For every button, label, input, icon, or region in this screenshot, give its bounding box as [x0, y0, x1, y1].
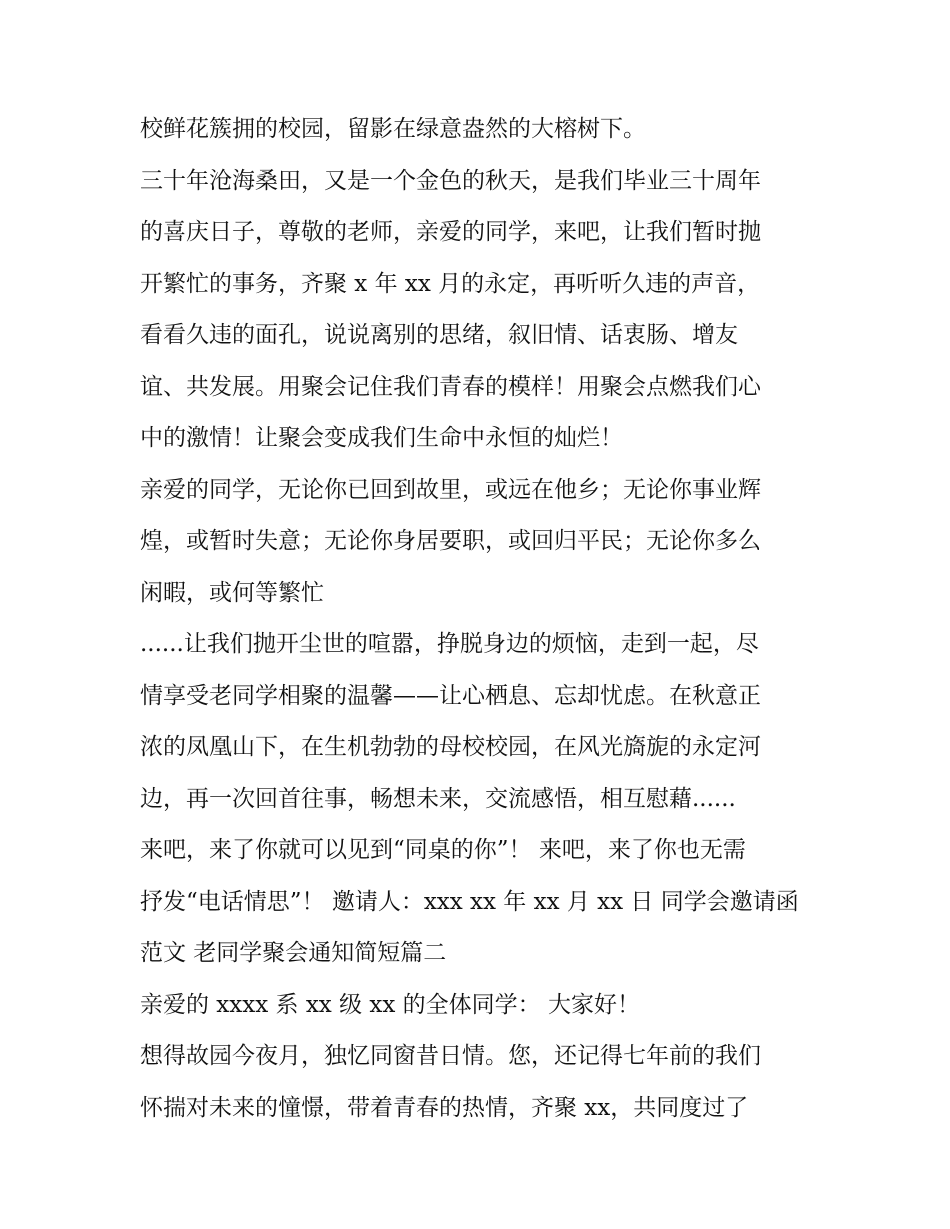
body-text	[140, 104, 830, 1134]
text-line: 看看久违的面孔，说说离别的思绪，叙旧情、话衷肠、增友	[140, 322, 738, 348]
text-line: 想得故园今夜月，独忆同窗昔日情。您，还记得七年前的我们	[140, 1043, 761, 1069]
text-line: 范文 老同学聚会通知简短篇二	[140, 940, 447, 966]
text-line: 浓的凤凰山下，在生机勃勃的母校校园，在风光旖旎的永定河	[140, 734, 761, 760]
text-line: ......让我们抛开尘世的喧嚣，挣脱身边的烦恼，走到一起，尽	[140, 631, 759, 657]
text-line: 来吧，来了你就可以见到“同桌的你”！ 来吧，来了你也无需	[140, 837, 746, 863]
text-line: 煌，或暂时失意；无论你身居要职，或回归平民；无论你多么	[140, 528, 761, 554]
text-line: 中的激情！让聚会变成我们生命中永恒的灿烂！	[140, 425, 623, 451]
text-line: 边，再一次回首往事，畅想未来，交流感悟，相互慰藉......	[140, 785, 736, 812]
text-line: 的喜庆日子，尊敬的老师，亲爱的同学，来吧，让我们暂时抛	[140, 219, 761, 245]
text-line: 三十年沧海桑田，又是一个金色的秋天，是我们毕业三十周年	[140, 167, 761, 194]
text-line: 亲爱的 xxxx 系 xx 级 xx 的全体同学： 大家好！	[140, 991, 640, 1018]
text-line: 闲暇，或何等繁忙	[140, 579, 324, 606]
text-line: 亲爱的同学，无论你已回到故里，或远在他乡；无论你事业辉	[140, 476, 761, 503]
text-line: 谊、共发展。用聚会记住我们青春的模样！用聚会点燃我们心	[140, 373, 761, 400]
text-line: 开繁忙的事务，齐聚 x 年 xx 月的永定，再听听久违的声音，	[140, 270, 761, 297]
text-line: 情享受老同学相聚的温馨——让心栖息、忘却忧虑。在秋意正	[140, 682, 761, 709]
text-line: 怀揣对未来的憧憬，带着青春的热情，齐聚 xx，共同度过了	[140, 1094, 749, 1121]
text-line: 抒发“电话情思”！ 邀请人：xxx xx 年 xx 月 xx 日 同学会邀请函	[140, 888, 799, 915]
text-line: 校鲜花簇拥的校园，留影在绿意盎然的大榕树下。	[140, 116, 646, 142]
